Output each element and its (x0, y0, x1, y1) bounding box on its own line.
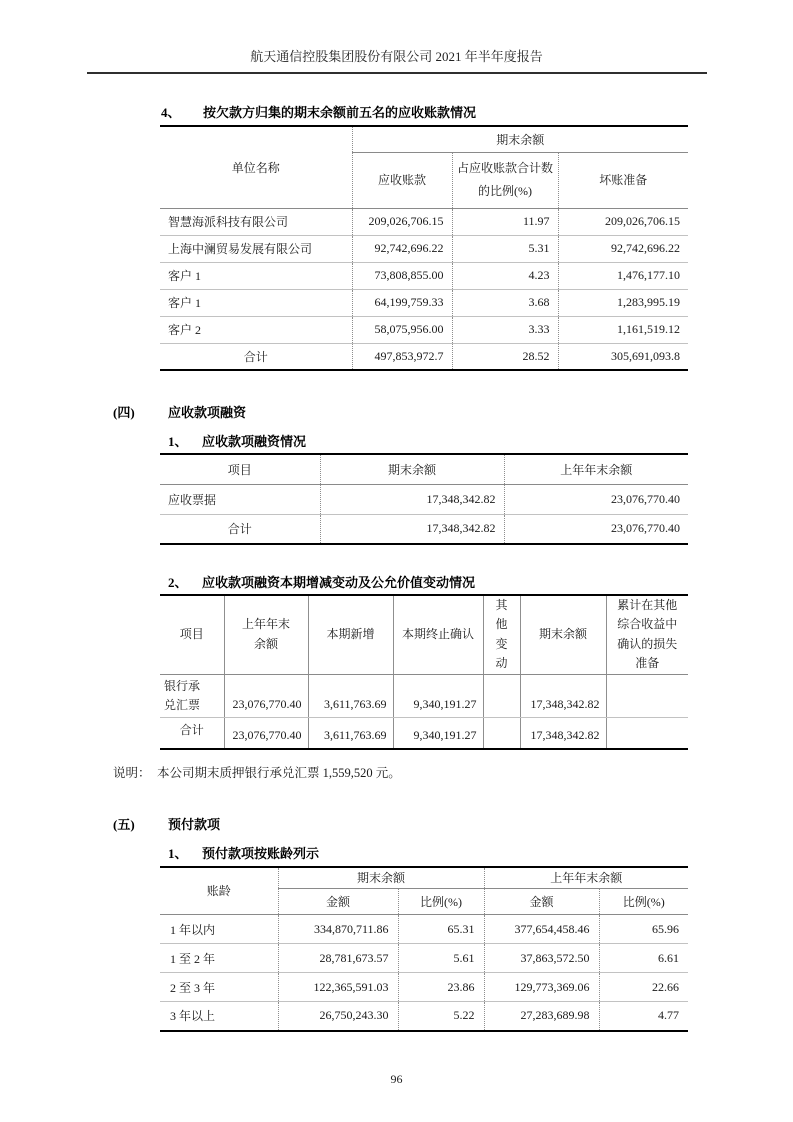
table-cell: 22.66 (599, 973, 688, 1002)
table-cell: 92,742,696.22 (558, 235, 688, 262)
table-cell: 3.33 (452, 316, 558, 343)
financing-movement-table (160, 594, 688, 750)
col-header-amount: 金额 (484, 889, 599, 915)
table-cell: 65.31 (398, 915, 484, 944)
col-group-period-end-balance: 期末余额 (352, 126, 688, 152)
table-cell: 377,654,458.46 (484, 915, 599, 944)
table-row (160, 289, 688, 316)
table-cell: 26,750,243.30 (278, 1002, 398, 1031)
table-cell: 上海中澜贸易发展有限公司 (160, 235, 352, 262)
table-cell: 1 年以内 (160, 915, 278, 944)
table-cell: 4.23 (452, 262, 558, 289)
receivables-financing-table (160, 453, 688, 545)
table-cell: 客户 1 (160, 262, 352, 289)
table-row (160, 208, 688, 235)
section-wu-sub1-title: 预付款项按账龄列示 (202, 845, 320, 861)
section-wu-sub1-heading (168, 845, 793, 862)
table-cell: 6.61 (599, 944, 688, 973)
table-total-row (160, 514, 688, 544)
section-si-sub1-heading (168, 433, 793, 450)
table-cell: 37,863,572.50 (484, 944, 599, 973)
table-cell: 合计 (179, 723, 204, 738)
table-cell (483, 718, 520, 749)
table-cell: 28.52 (452, 343, 558, 370)
table-row (160, 484, 688, 514)
table-cell: 209,026,706.15 (558, 208, 688, 235)
document-header-title: 航天通信控股集团股份有限公司 2021 年半年度报告 (250, 49, 543, 64)
table-cell: 497,853,972.7 (352, 343, 452, 370)
section4-title: 按欠款方归集的期末余额前五名的应收账款情况 (203, 105, 477, 120)
section-si-sub1-number: 1、 (168, 434, 188, 449)
table-row (160, 316, 688, 343)
table-cell: 58,075,956.00 (352, 316, 452, 343)
table-cell: 64,199,759.33 (352, 289, 452, 316)
col-header-ratio: 占应收账款合计数的比例(%) (452, 152, 558, 208)
note-text: 本公司期末质押银行承兑汇票 1,559,520 元。 (157, 765, 401, 780)
col-header-ratio: 比例(%) (599, 889, 688, 915)
table-cell: 5.61 (398, 944, 484, 973)
col-header-receivable: 应收账款 (352, 152, 452, 208)
section-si-sub2-heading (168, 574, 793, 591)
section4-number: 4、 (161, 105, 181, 120)
table-cell: 智慧海派科技有限公司 (160, 208, 352, 235)
section-si-number: (四) (113, 405, 135, 420)
table-cell: 28,781,673.57 (278, 944, 398, 973)
table-cell: 合计 (243, 349, 268, 364)
pledge-note (113, 763, 793, 781)
col-header-derecognized-this-period: 本期终止确认 (393, 595, 483, 674)
table-cell: 27,283,689.98 (484, 1002, 599, 1031)
section-wu-title: 预付款项 (168, 816, 221, 832)
section-si-title: 应收款项融资 (168, 405, 247, 420)
table-cell (606, 674, 688, 717)
table-row (160, 235, 688, 262)
section-si-sub2-title: 应收款项融资本期增减变动及公允价值变动情况 (202, 575, 476, 590)
col-header-ratio: 比例(%) (398, 889, 484, 915)
table-cell: 129,773,369.06 (484, 973, 599, 1002)
table-total-row (160, 343, 688, 370)
section4-heading (161, 104, 793, 121)
table-header-row (160, 867, 688, 889)
table-cell (606, 718, 688, 749)
col-group-period-end-balance: 期末余额 (278, 867, 484, 889)
table-cell: 17,348,342.82 (520, 674, 606, 717)
table-cell: 17,348,342.82 (320, 484, 504, 514)
table-cell: 5.31 (452, 235, 558, 262)
top5-receivables-table (160, 125, 688, 371)
col-header-item: 项目 (160, 595, 224, 674)
table-cell: 1,476,177.10 (558, 262, 688, 289)
table-row (160, 262, 688, 289)
table-cell: 23,076,770.40 (224, 674, 308, 717)
section-si-heading (113, 404, 793, 421)
table-header-row (160, 126, 688, 152)
header-rule (87, 72, 707, 74)
table-total-row (160, 718, 688, 749)
table-cell: 11.97 (452, 208, 558, 235)
table-cell: 4.77 (599, 1002, 688, 1031)
table-cell: 1,161,519.12 (558, 316, 688, 343)
col-header-prior-year-end-balance: 上年年末余额 (224, 595, 308, 674)
table-cell: 5.22 (398, 1002, 484, 1031)
page-number: 96 (390, 1072, 403, 1086)
table-cell: 23,076,770.40 (224, 718, 308, 749)
section-si-sub2-number: 2、 (168, 575, 188, 590)
table-row (160, 674, 688, 717)
col-header-accumulated-loss-provision: 累计在其他综合收益中确认的损失准备 (606, 595, 688, 674)
col-header-item: 项目 (160, 454, 320, 484)
table-cell: 23,076,770.40 (504, 484, 688, 514)
table-cell: 1 至 2 年 (160, 944, 278, 973)
section-wu-number: (五) (113, 816, 135, 832)
col-header-unit-name: 单位名称 (160, 126, 352, 208)
table-cell: 3,611,763.69 (308, 718, 393, 749)
table-cell: 3 年以上 (170, 1009, 216, 1024)
col-header-other-changes: 其他变动 (483, 595, 520, 674)
prepayments-aging-table (160, 866, 688, 1032)
table-cell: 334,870,711.86 (278, 915, 398, 944)
table-cell: 65.96 (599, 915, 688, 944)
col-group-prior-year-end-balance: 上年年末余额 (484, 867, 688, 889)
table-cell: 2 至 3 年 (160, 973, 278, 1002)
table-cell: 1,283,995.19 (558, 289, 688, 316)
col-header-amount: 金额 (278, 889, 398, 915)
col-header-aging: 账龄 (160, 867, 278, 915)
table-cell: 3.68 (452, 289, 558, 316)
table-row (160, 944, 688, 973)
table-cell: 3,611,763.69 (308, 674, 393, 717)
section-si-sub1-title: 应收款项融资情况 (202, 434, 307, 449)
table-cell: 305,691,093.8 (558, 343, 688, 370)
table-cell: 73,808,855.00 (352, 262, 452, 289)
col-header-bad-debt: 坏账准备 (558, 152, 688, 208)
table-header-row (160, 595, 688, 674)
table-cell: 23,076,770.40 (504, 514, 688, 544)
table-header-row (160, 454, 688, 484)
table-cell: 17,348,342.82 (320, 514, 504, 544)
col-header-period-end-balance: 期末余额 (520, 595, 606, 674)
col-header-new-this-period: 本期新增 (308, 595, 393, 674)
table-cell: 9,340,191.27 (393, 718, 483, 749)
col-header-period-end-balance: 期末余额 (320, 454, 504, 484)
table-cell: 合计 (227, 522, 252, 537)
section-wu-sub1-number: 1、 (168, 845, 188, 861)
note-label: 说明： (113, 765, 151, 780)
table-cell: 23.86 (398, 973, 484, 1002)
col-header-prior-year-end-balance: 上年年末余额 (504, 454, 688, 484)
table-row (160, 915, 688, 944)
table-cell: 122,365,591.03 (278, 973, 398, 1002)
section-wu-heading (113, 816, 793, 833)
table-cell: 9,340,191.27 (393, 674, 483, 717)
table-row (160, 973, 688, 1002)
table-cell: 客户 1 (160, 289, 352, 316)
table-cell: 209,026,706.15 (352, 208, 452, 235)
table-cell: 92,742,696.22 (352, 235, 452, 262)
table-row (160, 1002, 688, 1031)
table-cell: 17,348,342.82 (520, 718, 606, 749)
table-cell: 客户 2 (160, 316, 352, 343)
table-cell: 银行承兑汇票 (160, 674, 224, 717)
table-cell: 应收票据 (160, 484, 320, 514)
table-cell (483, 674, 520, 717)
